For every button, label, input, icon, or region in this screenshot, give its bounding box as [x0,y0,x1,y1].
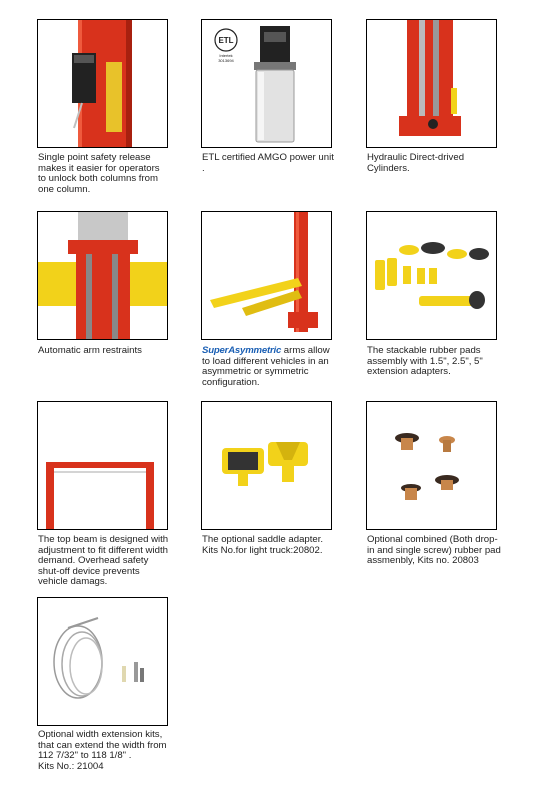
extension-kit-line1: Optional width extension kits, that can extend the width from 112 7/32" to 118 1/8" . [38,729,167,762]
etl-logo-num: 3013694 [218,58,234,63]
saddle-adapter-photo [201,401,332,530]
superasymmetric-brand: SuperAsymmetric [202,345,282,356]
asymmetric-arms-caption [202,346,338,388]
combined-pad-caption: Optional combined (Both drop-in and single screw) rubber pad assmenbly, Kits no. 20803 [367,534,501,567]
etl-logo-text: ETL [218,36,234,45]
asymmetric-arms-photo [201,211,332,340]
power-unit-photo [201,19,332,148]
extension-kit-photo [37,597,168,726]
rubber-pads-photo [366,211,497,340]
etl-logo-sub: Intertek [219,53,233,58]
top-beam-photo [37,401,168,530]
safety-release-photo [37,19,168,148]
power-unit-caption: ETL certified AMGO power unit . [202,152,334,174]
arm-restraints-caption: Automatic arm restraints [38,345,142,356]
cylinders-caption: Hydraulic Direct-drived Cylinders. [367,152,465,174]
combined-pad-photo [366,401,497,530]
asymmetric-arms-text: arms allow to load different vehicles in an asymmetric or symmetric configuration. [202,345,330,388]
arm-restraints-photo [37,211,168,340]
extension-kit-line2: Kits No.: 21004 [38,760,104,772]
saddle-adapter-caption [202,535,336,556]
extension-kit-caption [38,730,178,772]
saddle-adapter-line1: The optional saddle adapter. [202,534,324,545]
rubber-pads-caption: The stackable rubber pads assembly with 1.5", 2.5", 5" extension adapters. [367,345,483,378]
top-beam-caption: The top beam is designed with adjustment to fit different width demand. Overhead safety shut-off device prevents vehicle damags. [38,534,169,588]
cylinders-photo [366,19,497,148]
safety-release-caption: Single point safety release makes it easier for operators to unlock both columns from one column. [38,152,160,195]
saddle-adapter-line2: Kits No.for light truck:20802. [202,544,323,556]
